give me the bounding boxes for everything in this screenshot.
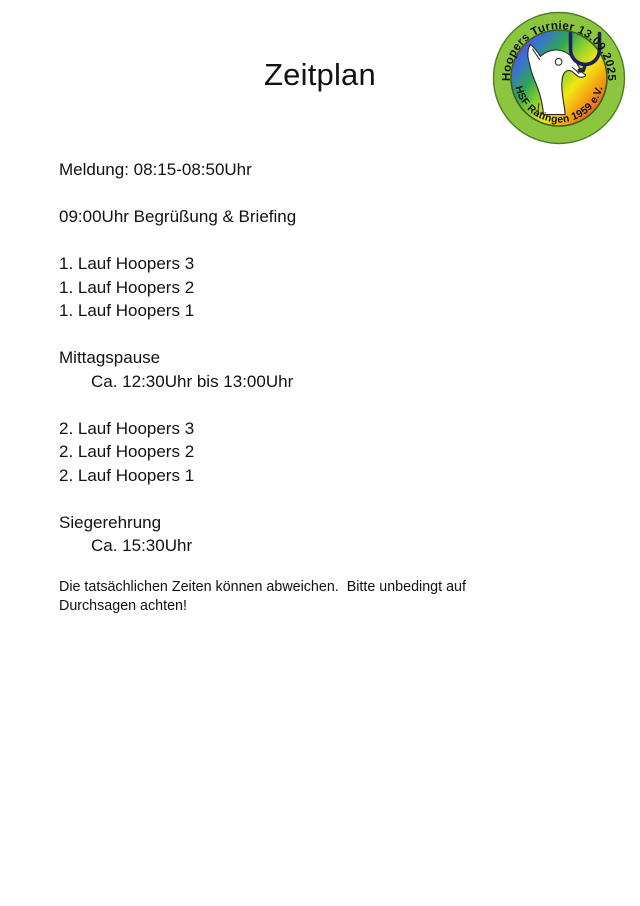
- spacer: [59, 323, 599, 347]
- ceremony-title: Siegerehrung: [59, 512, 162, 532]
- run2-item-2: 2. Lauf Hoopers 2: [59, 442, 195, 461]
- disclaimer-note: [59, 578, 579, 616]
- disclaimer-line-2: Durchsagen achten!: [59, 597, 187, 614]
- lunch-time: Ca. 12:30Uhr bis 13:00Uhr: [91, 371, 294, 391]
- spacer: [59, 229, 599, 253]
- disclaimer-line-1: Die tatsächlichen Zeiten können abweichen. Bitte unbedingt auf: [59, 578, 466, 595]
- run1-item-3: 1. Lauf Hoopers 1: [59, 301, 195, 320]
- registration-line: Meldung: 08:15-08:50Uhr: [59, 160, 252, 179]
- spacer: [59, 393, 599, 417]
- run2-item-3: 2. Lauf Hoopers 1: [59, 465, 195, 485]
- lunch-title: Mittagspause: [59, 348, 161, 367]
- logo-bottom-text: HSF Ratingen 1959 e.V.: [512, 84, 606, 126]
- ceremony-time: Ca. 15:30Uhr: [91, 536, 193, 555]
- run2-item-1: 2. Lauf Hoopers 3: [59, 418, 195, 438]
- spacer: [59, 558, 599, 578]
- run1-item-2: 1. Lauf Hoopers 2: [59, 277, 195, 297]
- schedule-content: [59, 158, 599, 616]
- spacer: [59, 182, 599, 206]
- spacer: [59, 487, 599, 511]
- run1-item-1: 1. Lauf Hoopers 3: [59, 254, 195, 273]
- logo-top-text: Hoopers Turnier 13.09.2025: [499, 18, 619, 82]
- briefing-line: 09:00Uhr Begrüßung & Briefing: [59, 207, 297, 226]
- page-title: Zeitplan: [264, 57, 376, 92]
